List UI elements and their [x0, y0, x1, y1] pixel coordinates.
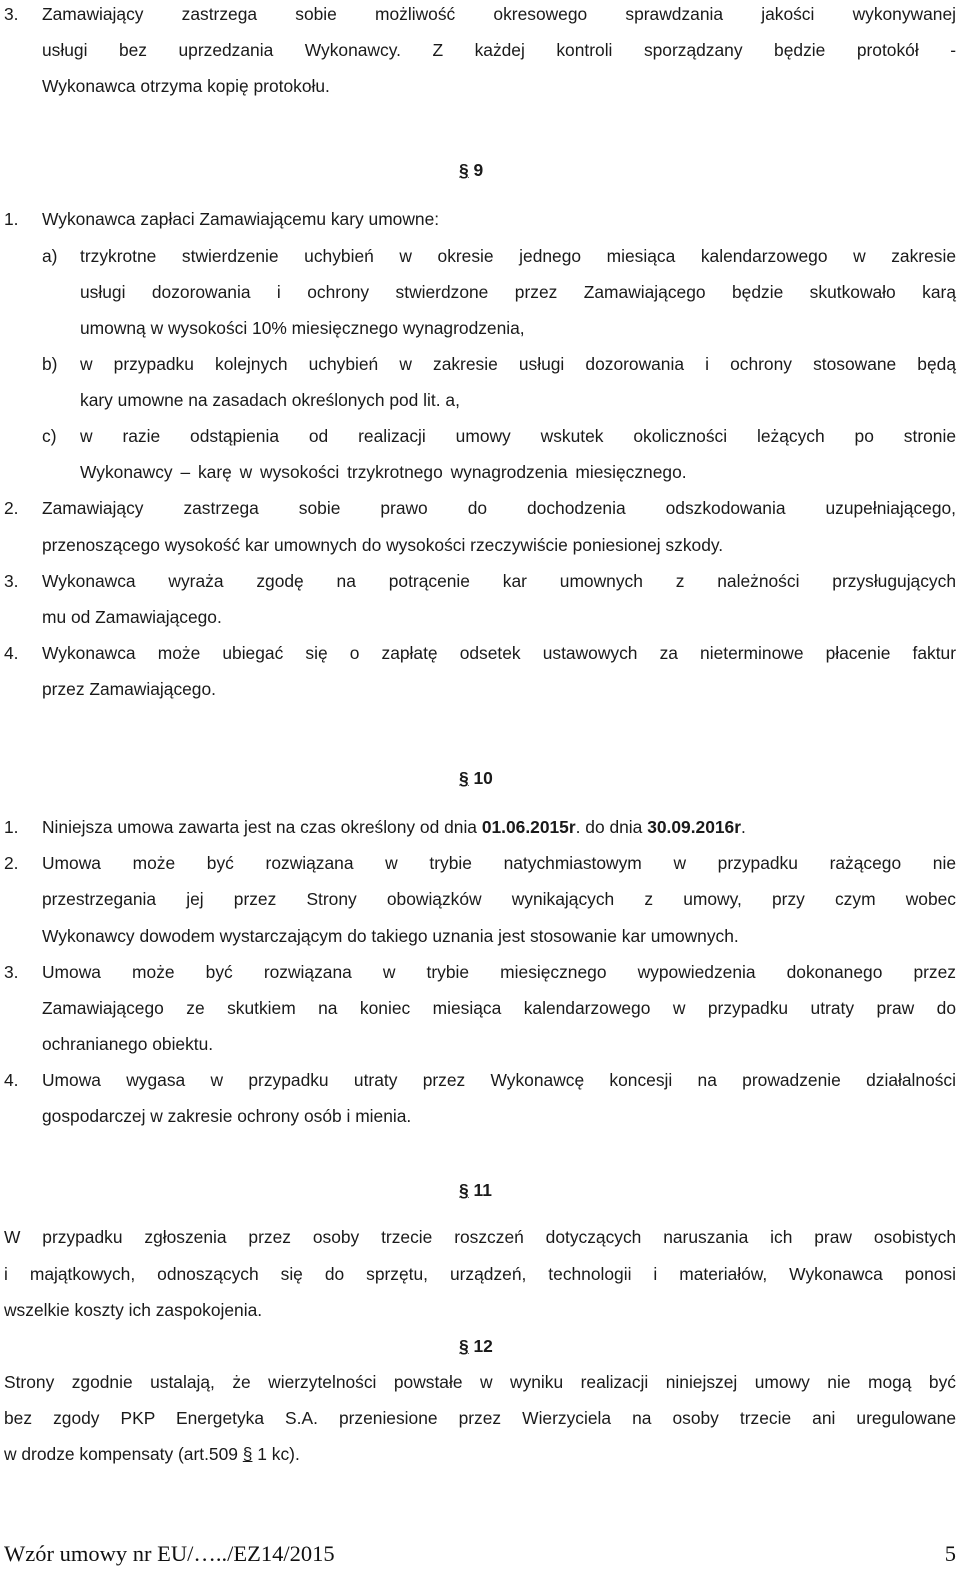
item-number: 4.	[4, 1070, 19, 1090]
item-label: c)	[42, 426, 57, 446]
text-line: Wykonawca może ubiegać się o zapłatę odsetek ustawowych za nieterminowe płacenie faktur	[42, 643, 956, 663]
section-heading-9: § 9	[459, 160, 484, 180]
item-label: b)	[42, 354, 58, 374]
item-number: 3.	[4, 571, 19, 591]
text-line: usługi dozorowania i ochrony stwierdzone przez Zamawiającego będzie skutkowało karą	[80, 282, 956, 302]
text-line: w drodze kompensaty (art.509 § 1 kc).	[4, 1444, 300, 1464]
section-heading-12: § 12	[459, 1336, 493, 1356]
text-line: kary umowne na zasadach określonych pod lit. a,	[80, 390, 460, 410]
text-line: przestrzegania jej przez Strony obowiązków wynikających z umowy, przy czym wobec	[42, 889, 956, 909]
text-line: Wykonawcy dowodem wystarczającym do takiego uznania jest stosowanie kar umownych.	[42, 926, 739, 946]
text-line: Umowa może być rozwiązana w trybie natychmiastowym w przypadku rażącego nie	[42, 853, 956, 873]
text-line: w razie odstąpienia od realizacji umowy wskutek okoliczności leżących po stronie	[80, 426, 956, 446]
end-date: 30.09.2016r	[647, 817, 741, 837]
page-number: 5	[944, 1541, 956, 1566]
item-number: 2.	[4, 498, 19, 518]
text-line: mu od Zamawiającego.	[42, 607, 222, 627]
text-line: Zamawiającego ze skutkiem na koniec miesiąca kalendarzowego w przypadku utraty praw do	[42, 998, 956, 1018]
start-date: 01.06.2015r	[481, 817, 576, 837]
text-line: Umowa może być rozwiązana w trybie miesięcznego wypowiedzenia dokonanego przez	[42, 962, 956, 982]
text-line: Zamawiający zastrzega sobie prawo do dochodzenia odszkodowania uzupełniającego,	[42, 498, 956, 518]
item-number: 2.	[4, 853, 19, 873]
text-line: Strony zgodnie ustalają, że wierzytelności powstałe w wyniku realizacji niniejszej umowy nie mogą być	[4, 1372, 956, 1392]
text-line: Wykonawca otrzyma kopię protokołu.	[42, 76, 330, 96]
text-line: Niniejsza umowa zawarta jest na czas określony od dnia 01.06.2015r. do dnia 30.09.2016r.	[42, 817, 746, 837]
text-line: umowną w wysokości 10% miesięcznego wynagrodzenia,	[80, 318, 525, 338]
footer-title: Wzór umowy nr EU/…../EZ14/2015	[4, 1541, 335, 1566]
text-line: wszelkie koszty ich zaspokojenia.	[4, 1300, 263, 1320]
text-line: trzykrotne stwierdzenie uchybień w okresie jednego miesiąca kalendarzowego w zakresie	[80, 246, 956, 266]
section-symbol: §	[242, 1444, 253, 1464]
text-line: W przypadku zgłoszenia przez osoby trzecie roszczeń dotyczących naruszania ich praw osobistych	[4, 1227, 956, 1247]
item-number: 4.	[4, 643, 19, 663]
item-number: 1.	[4, 209, 19, 229]
text-line: ochranianego obiektu.	[42, 1034, 214, 1054]
text-line: Wykonawca wyraża zgodę na potrącenie kar umownych z należności przysługujących	[42, 571, 956, 591]
page-footer	[4, 1540, 956, 1568]
text-line: i majątkowych, odnoszących się do sprzętu, urządzeń, technologii i materiałów, Wykonawca ponosi	[4, 1264, 956, 1284]
item-label: a)	[42, 246, 58, 266]
text-line: Wykonawcy – karę w wysokości trzykrotnego wynagrodzenia miesięcznego.	[80, 462, 687, 482]
item-number: 1.	[4, 817, 19, 837]
text-line: przez Zamawiającego.	[42, 679, 216, 699]
text-line: w przypadku kolejnych uchybień w zakresie usługi dozorowania i ochrony stosowane będą	[80, 354, 956, 374]
text-line: przenoszącego wysokość kar umownych do wysokości rzeczywiście poniesionej szkody.	[42, 535, 724, 555]
text-line: Zamawiający zastrzega sobie możliwość okresowego sprawdzania jakości wykonywanej	[42, 4, 956, 24]
text-line: bez zgody PKP Energetyka S.A. przeniesione przez Wierzyciela na osoby trzecie ani uregulowane	[4, 1408, 956, 1428]
text-line: usługi bez uprzedzania Wykonawcy. Z każdej kontroli sporządzany będzie protokół -	[42, 40, 956, 60]
text-line: Wykonawca zapłaci Zamawiającemu kary umowne:	[42, 209, 440, 229]
section-heading-11: § 11	[459, 1180, 492, 1200]
text-line: gospodarczej w zakresie ochrony osób i mienia.	[42, 1106, 412, 1126]
text-line: Umowa wygasa w przypadku utraty przez Wykonawcę koncesji na prowadzenie działalności	[42, 1070, 956, 1090]
item-number: 3.	[4, 4, 19, 24]
item-number: 3.	[4, 962, 19, 982]
section-heading-10: § 10	[459, 768, 493, 788]
